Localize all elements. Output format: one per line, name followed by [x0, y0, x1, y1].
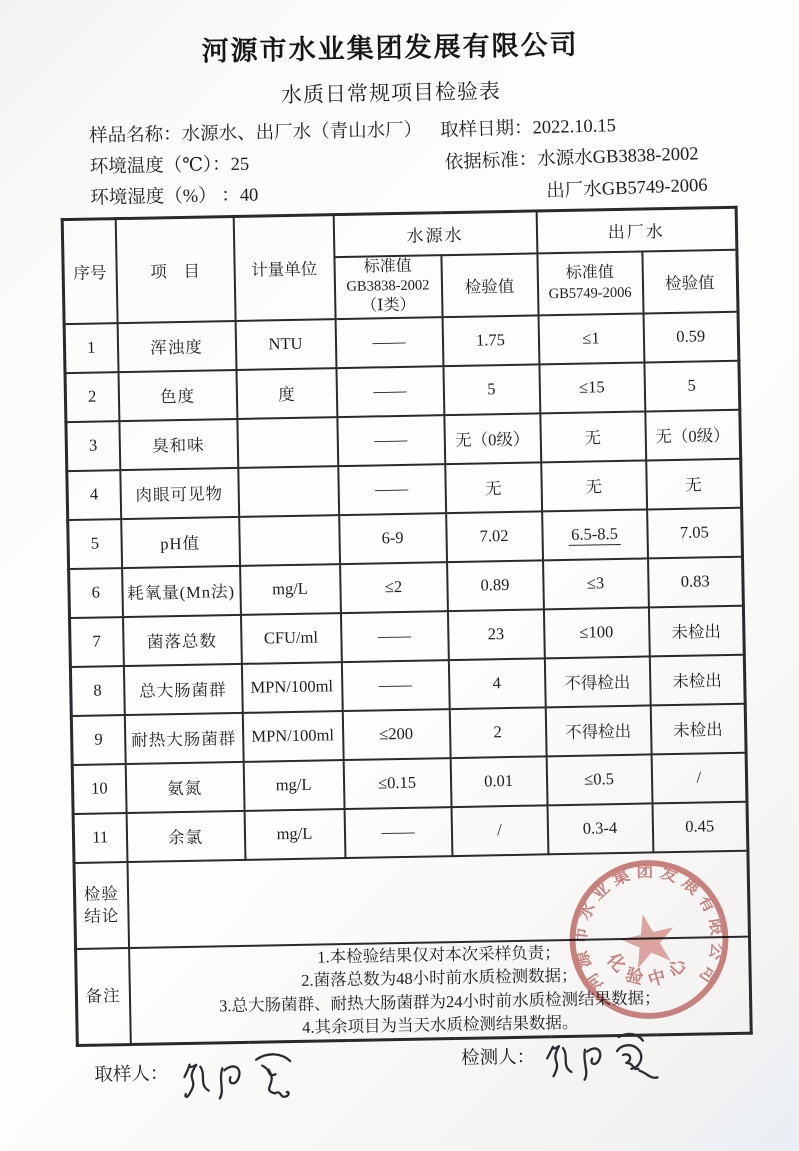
remarks-label: 备注: [76, 948, 131, 1045]
col-header-source-value: 检验值: [441, 253, 538, 317]
sampling-date: 取样日期：2022.10.15: [439, 116, 617, 142]
table-row: 6 耗氧量(Mn法) mg/L ≤2 0.89 ≤3 0.83: [69, 557, 744, 618]
conclusion-label: 检验结论: [74, 862, 129, 949]
col-header-item: 项 目: [115, 216, 235, 323]
env-humidity: 环境湿度（%） ：40: [90, 185, 259, 209]
header-info: [0, 109, 793, 217]
table-row: 4 肉眼可见物 —— 无 无 无: [67, 459, 742, 520]
company-seal-stamp: [563, 854, 734, 1025]
remark-line: 3.总大肠菌群、耐热大肠菌群为24小时前水质检测结果数据；: [219, 988, 661, 1016]
table-row: 11 余氯 mg/L —— / 0.3-4 0.45: [73, 802, 748, 863]
tester-signature: [539, 1025, 690, 1094]
col-header-factory-standard: 标准值 GB5749-2006: [537, 251, 643, 315]
remark-line: 1.本检验结果仅对本次采样负责；: [317, 943, 561, 967]
sample-name: 样品名称：水源水、出厂水（青山水厂）: [89, 120, 423, 147]
col-header-no: 序号: [62, 219, 117, 324]
sampler-signature: [172, 1042, 313, 1109]
col-header-source-standard: 标准值 GB3838-2002 （Ⅰ类）: [334, 255, 442, 319]
table-row: 1 浑浊度 NTU —— 1.75 ≤1 0.59: [64, 312, 739, 373]
stamp-company-text: 河源市水业集团发展有限公司: [570, 861, 728, 994]
standard-factory: 出厂水GB5749-2006: [545, 175, 708, 202]
stamp-center-text: 化验中心: [603, 948, 696, 991]
sampler-label: 取样人：: [94, 1063, 169, 1086]
signature-footer: [9, 1033, 799, 1151]
company-name: 河源市水业集团发展有限公司: [201, 29, 579, 67]
sampler-signature-group: [94, 1042, 313, 1110]
group-header-source-water: 水源水: [333, 211, 537, 257]
underlined-standard-cell: 6.5-8.5: [542, 509, 648, 560]
document-title: 水质日常规项目检验表: [280, 79, 502, 108]
table-row: 8 总大肠菌群 MPN/100ml —— 4 不得检出 未检出: [70, 655, 745, 716]
tester-label: 检测人：: [460, 1047, 536, 1069]
remark-line: 4.其余项目为当天水质检测结果数据。: [301, 1013, 579, 1038]
standard-source: 依据标准：水源水GB3838-2002: [444, 144, 699, 174]
table-row: 7 菌落总数 CFU/ml —— 23 ≤100 未检出: [70, 606, 745, 667]
col-header-unit: 计量单位: [233, 215, 335, 321]
table-row: 5 pH值 6-9 7.02 6.5-8.5 7.05: [68, 508, 743, 569]
env-temperature: 环境温度（℃）：25: [89, 154, 250, 178]
table-row: 10 氨氮 mg/L ≤0.15 0.01 ≤0.5 /: [72, 753, 747, 814]
group-header-factory-water: 出厂水: [536, 207, 737, 253]
table-row: 9 耐热大肠菌群 MPN/100ml ≤200 2 不得检出 未检出: [71, 704, 746, 765]
tester-signature-group: [461, 1025, 690, 1095]
table-row: 3 臭和味 —— 无（0级） 无 无（0级）: [66, 410, 741, 471]
col-header-factory-value: 检验值: [642, 249, 738, 313]
remark-line: 2.菌落总数为48小时前水质检测数据；: [301, 966, 578, 991]
table-row: 2 色度 度 —— 5 ≤15 5: [65, 361, 740, 422]
